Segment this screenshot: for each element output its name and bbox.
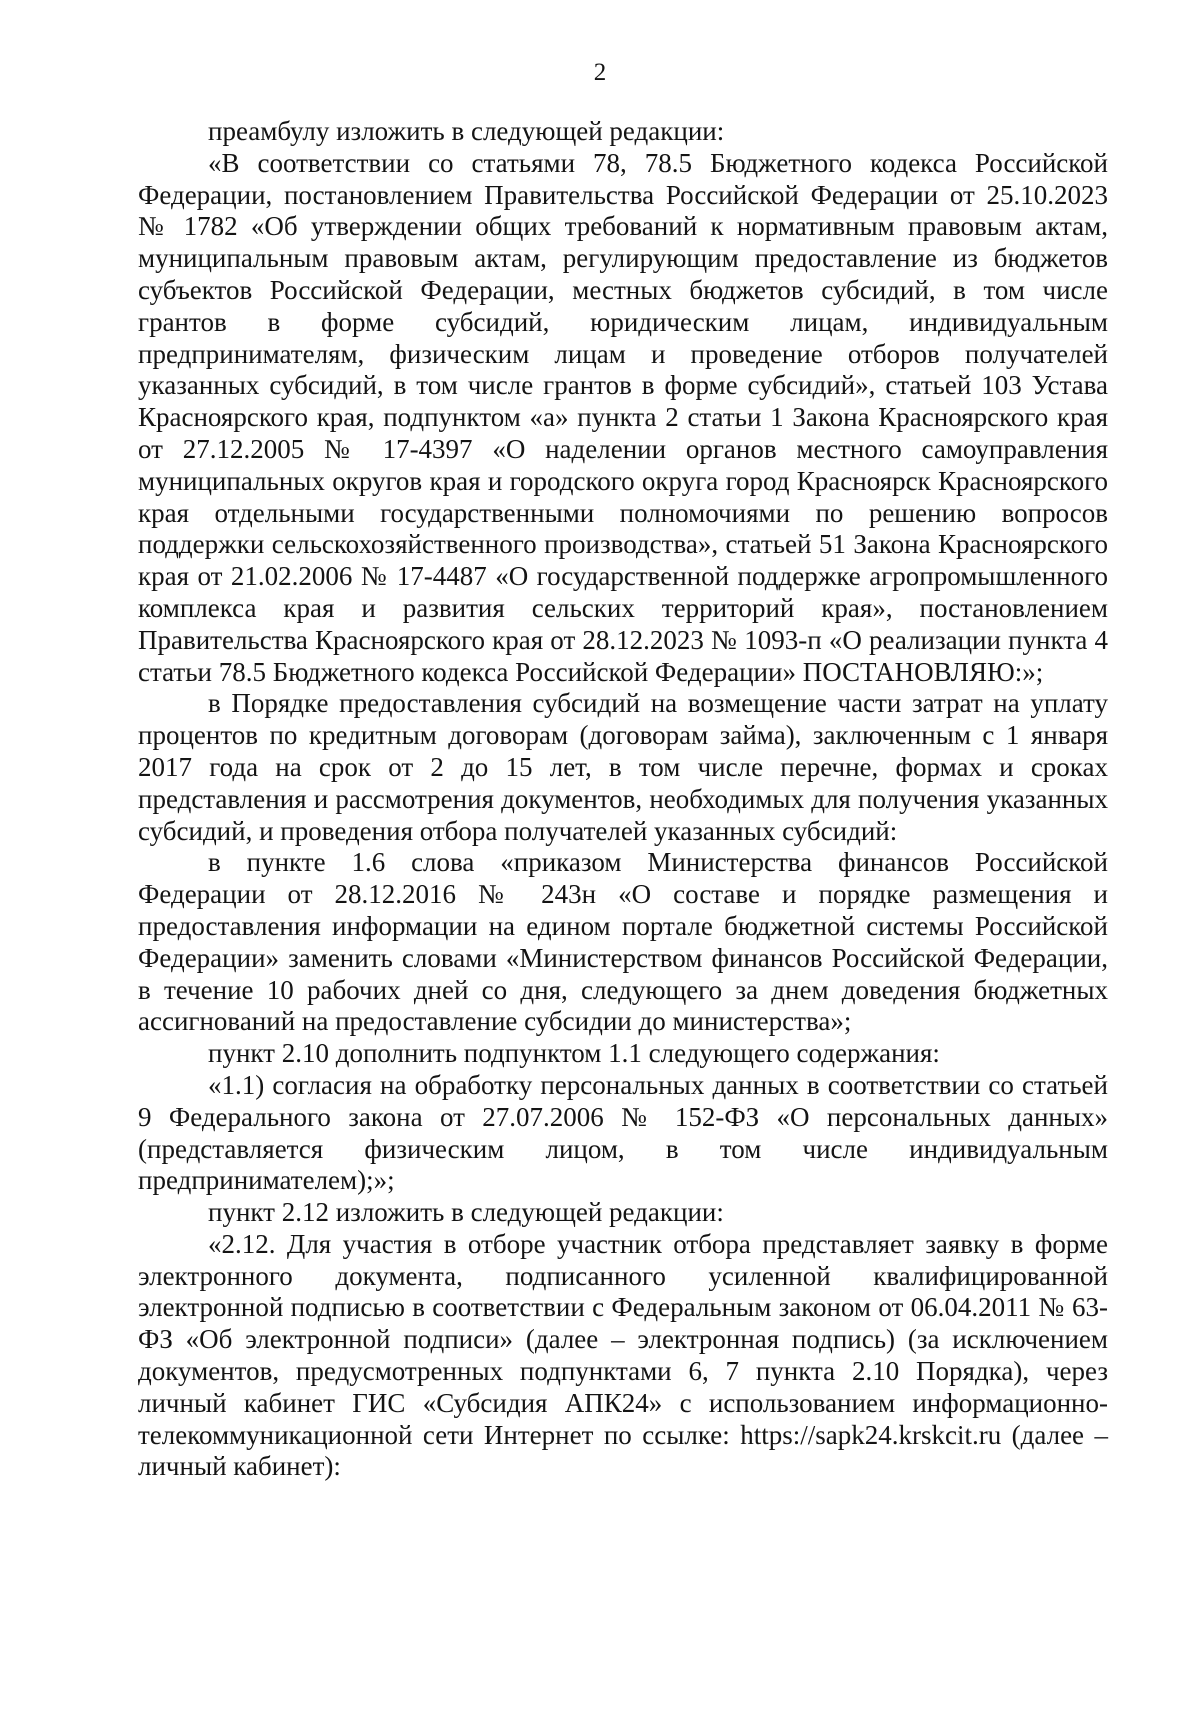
paragraph-procedure-intro: в Порядке предоставления субсидий на возмещение части затрат на уплату процентов по кредитным договорам (договорам займа), заключенным с 1 января 2017 года на срок от 2 до 15 лет, в том числе перечне, формах и сроках представления и рассмотрения документов, необходимых для получения указанных субсидий, и проведения отбора получателей указанных субсидий: [138,688,1108,846]
paragraph-point-1-6: в пункте 1.6 слова «приказом Министерства финансов Российской Федерации от 28.12.2016 № 243н «О составе и порядке размещения и предоставления информации на едином портале бюджетной системы Российской Федерации» заменить словами «Министерством финансов Российской Федерации, в течение 10 рабочих дней со дня, следующего за днем доведения бюджетных ассигнований на предоставление субсидии до министерства»; [138,847,1108,1037]
paragraph-preamble-instruction: преамбулу изложить в следующей редакции: [208,116,725,146]
paragraph-subpoint-1-1: «1.1) согласия на обработку персональных данных в соответствии со статьей 9 Федерального закона от 27.07.2006 № 152-ФЗ «О персональных данных» (представляется физическим лицом, в том числе индивидуальным предпринимателем);»; [138,1069,1108,1196]
document-body [138,116,1108,1483]
page-number: 2 [593,59,607,86]
paragraph-point-2-12: пункт 2.12 изложить в следующей редакции: [208,1197,724,1228]
paragraph-point-2-10: пункт 2.10 дополнить подпунктом 1.1 следующего содержания: [208,1038,940,1069]
paragraph-preamble-text: «В соответствии со статьями 78, 78.5 Бюджетного кодекса Российской Федерации, постановлением Правительства Российской Федерации от 25.10.2023 № 1782 «Об утверждении общих требований к нормативным правовым актам, муниципальным правовым актам, регулирующим предоставление из бюджетов субъектов Российской Федерации, местных бюджетов субсидий, в том числе грантов в форме субсидий, юридическим лицам, индивидуальным предпринимателям, физическим лицам и проведение отборов получателей указанных субсидий, в том числе грантов в форме субсидий», статьей 103 Устава Красноярского края, подпунктом «а» пункта 2 статьи 1 Закона Красноярского края от 27.12.2005 № 17-4397 «О наделении органов местного самоуправления муниципальных округов края и городского округа город Красноярск Красноярского края отдельными государственными полномочиями по решению вопросов поддержки сельскохозяйственного производства», статьей 51 Закона Красноярского края от 21.02.2006 № 17-4487 «О государственной поддержке агропромышленного комплекса края и развития сельских территорий края», постановлением Правительства Красноярского края от 28.12.2023 № 1093-п «О реализации пункта 4 статьи 78.5 Бюджетного кодекса Российской Федерации» ПОСТАНОВЛЯЮ:»; [138,147,1108,687]
paragraph-point-2-12-text: «2.12. Для участия в отборе участник отбора представляет заявку в форме электронного документа, подписанного усиленной квалифицированной электронной подписью в соответствии с Федеральным законом от 06.04.2011 № 63-ФЗ «Об электронной подписи» (далее – электронная подпись) (за исключением документов, предусмотренных подпунктами 6, 7 пункта 2.10 Порядка), через личный кабинет ГИС «Субсидия АПК24» с использованием информационно-телекоммуникационной сети Интернет по ссылке: https://sapk24.krskcit.ru (далее – личный кабинет): [138,1228,1108,1482]
